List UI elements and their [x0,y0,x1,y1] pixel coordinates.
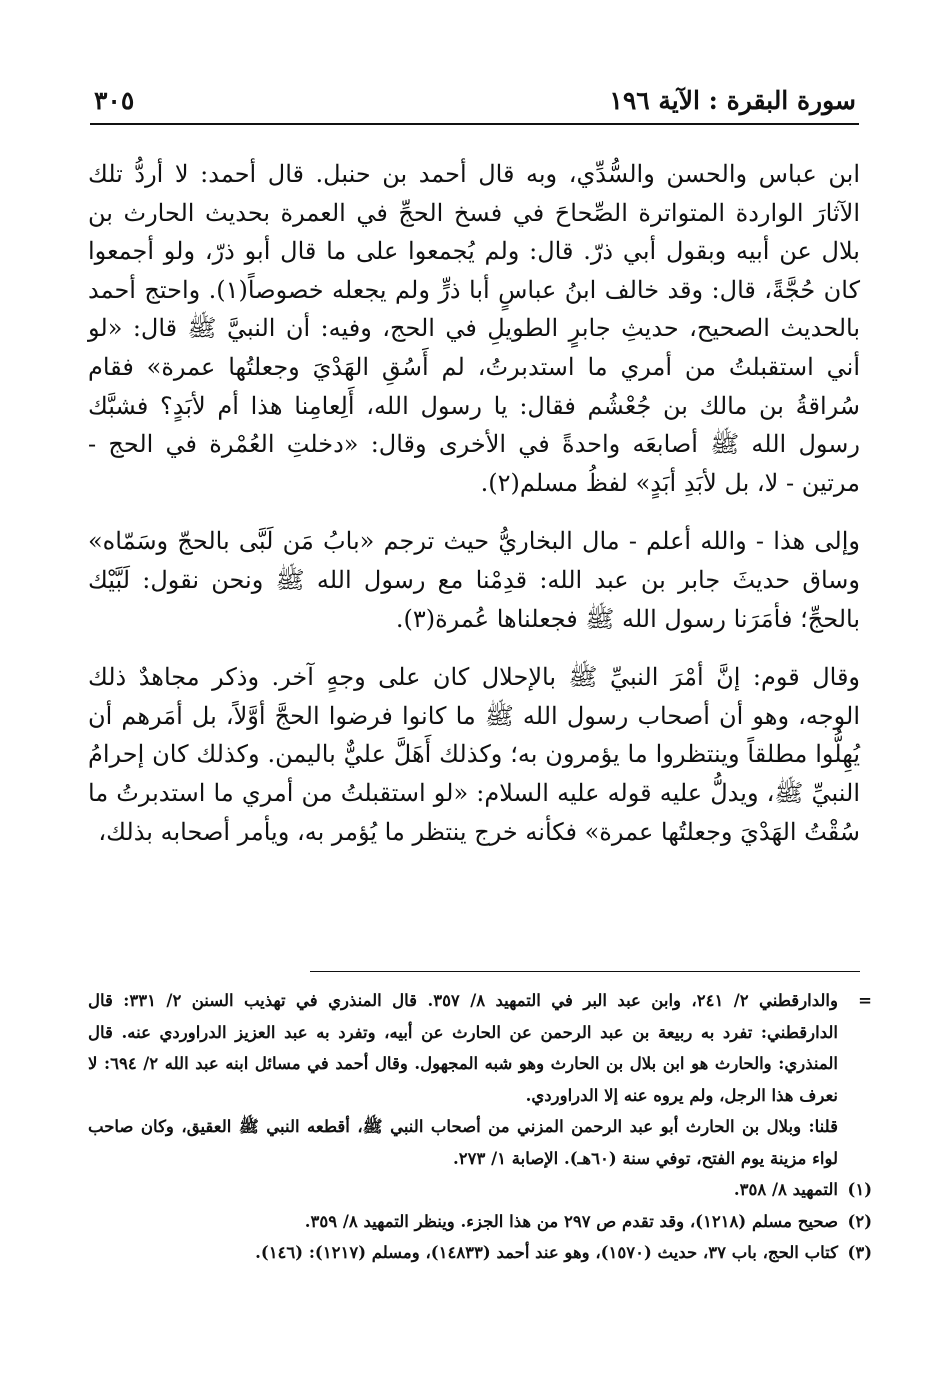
paragraph: ابن عباس والحسن والسُّدِّي، وبه قال أحمد بن حنبل. قال أحمد: لا أردُّ تلك الآثارَ الواردة المتواترة الصِّحاحَ في فسخ الحجِّ في العمرة بحديث الحارث بن بلال عن أبيه وبقول أبي ذرّ. قال: ولم يُجمعوا على ما قال أبو ذرّ، ولو أجمعوا كان حُجَّةً، قال: وقد خالف ابنُ عباسٍ أبا ذرٍّ ولم يجعله خصوصاً(١). واحتج أحمد بالحديث الصحيح، حديثِ جابرٍ الطويلِ في الحج، وفيه: أن النبيَّ ﷺ قال: «لو أني استقبلتُ من أمري ما استدبرتُ، لم أَسُقِ الهَدْيَ وجعلتُها عمرة» فقام سُراقةُ بن مالك بن جُعْشُم فقال: يا رسول الله، أَلِعامِنا هذا أم لأبَدٍ؟ فشبَّك رسول الله ﷺ أصابعَه واحدةً في الأخرى وقال: «دخلتِ العُمْرة في الحج - مرتين - لا، بل لأبَدِ أبَدٍ» لفظُ مسلم(٢). [88,160,860,497]
footnote [88,1206,872,1238]
footnote-divider [310,971,860,972]
footnote-continuation [88,1111,872,1174]
header-divider [90,123,859,125]
footnote [88,1174,872,1206]
paragraph: وقال قوم: إنَّ أمْرَ النبيِّ ﷺ بالإحلال كان على وجهٍ آخر. وذكر مجاهدٌ ذلك الوجه، وهو أن أصحاب رسول الله ﷺ ما كانوا فرضوا الحجَّ أوَّلاً، بل أمَرهم أن يُهِلُّوا مطلقاً وينتظروا ما يؤمرون به؛ وكذلك أَهَلَّ عليٌّ باليمن. وكذلك كان إحرامُ النبيِّ ﷺ، ويدلُّ عليه قوله عليه السلام: «لو استقبلتُ من أمري ما استدبرتُ ما سُقْتُ الهَدْيَ وجعلتُها عمرة» فكأنه خرج ينتظر ما يُؤمر به، ويأمر أصحابه بذلك، [88,663,860,846]
footnote-mark: (٣) [847,1243,872,1262]
running-title: سورة البقرة : الآية ١٩٦ [609,86,856,115]
footnote-text: كتاب الحج، باب ٣٧، حديث (١٥٧٠)، وهو عند أحمد (١٤٨٣٣)، ومسلم (١٢١٧): (١٤٦). [255,1243,838,1262]
main-text [88,155,860,851]
footnote-continuation [88,985,872,1111]
footnote [88,1237,872,1269]
continuation-mark: = [858,991,872,1010]
footnote-text: صحيح مسلم (١٢١٨)، وقد تقدم ص ٢٩٧ من هذا الجزء. وينظر التمهيد ٨/ ٣٥٩. [304,1211,838,1231]
footnote-mark: (٢) [847,1211,872,1231]
page-number: ٣٠٥ [94,86,135,115]
page-header [88,80,856,124]
footnote-text: قلنا: وبلال بن الحارث أبو عبد الرحمن المزني من أصحاب النبي ﷺ، أقطعه النبي ﷺ العقيق، وكان صاحب لواء مزينة يوم الفتح، توفي سنة (٦٠هـ). الإصابة ١/ ٢٧٣. [88,1117,838,1168]
footnote-text: التمهيد ٨/ ٣٥٨. [733,1180,838,1199]
footnotes [88,985,872,1269]
footnote-text: والدارقطني ٢/ ٢٤١، وابن عبد البر في التمهيد ٨/ ٣٥٧. قال المنذري في تهذيب السنن ٢/ ٣٣١: قال الدارقطني: تفرد به ربيعة بن عبد الرحمن عن الحارث عن أبيه، وتفرد به عبد العزيز الدراوردي عنه. قال المنذري: والحارث هو ابن بلال بن الحارث وهو شبه المجهول. وقال أحمد في مسائل ابنه عبد الله ٢/ ٦٩٤: لا نعرف هذا الرجل، ولم يروه عنه إلا الدراوردي. [88,991,838,1105]
footnote-mark: (١) [847,1180,872,1199]
paragraph: وإلى هذا - والله أعلم - مال البخاريُّ حيث ترجم «بابُ مَن لَبَّى بالحجّ وسَمّاه» وساق حديثَ جابر بن عبد الله: قدِمْنا مع رسول الله ﷺ ونحن نقول: لَبَّيْك بالحجِّ؛ فأمَرَنا رسول الله ﷺ فجعلناها عُمرة(٣). [88,527,860,633]
